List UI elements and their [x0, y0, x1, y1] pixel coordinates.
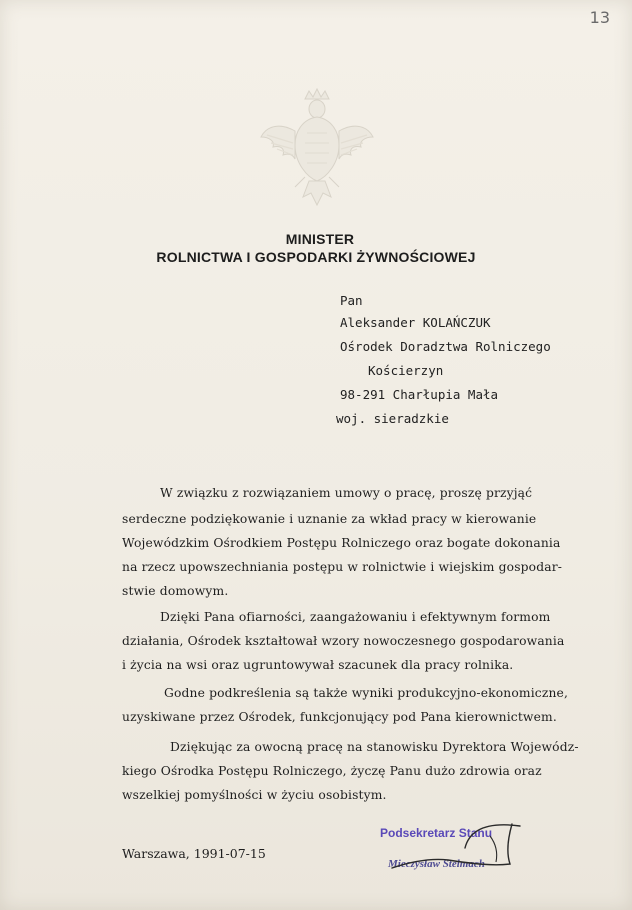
body-line: i życia na wsi oraz ugruntowywał szacunek dla pracy rolnika.	[122, 658, 514, 672]
body-line: Wojewódzkim Ośrodkiem Postępu Rolniczego oraz bogate dokonania	[122, 536, 561, 550]
stamp-title: Podsekretarz Stanu	[380, 826, 493, 840]
body-line: serdeczne podziękowanie i uznanie za wkład pracy w kierowanie	[122, 512, 537, 526]
page-number: 13	[589, 8, 610, 27]
addressee-postal: 98-291 Charłupia Mała	[340, 387, 499, 402]
white-eagle-emblem-icon	[255, 85, 375, 215]
place-and-date: Warszawa, 1991-07-15	[122, 846, 266, 861]
ministry-title-line2: ROLNICTWA I GOSPODARKI ŻYWNOŚCIOWEJ	[156, 249, 476, 265]
body-line: kiego Ośrodka Postępu Rolniczego, życzę Panu dużo zdrowia oraz	[122, 764, 542, 778]
addressee-salutation: Pan	[340, 293, 363, 308]
body-line: Dziękując za owocną pracę na stanowisku Dyrektora Wojewódz-	[170, 740, 579, 754]
body-line: na rzecz upowszechniania postępu w rolnictwie i wiejskim gospodar-	[122, 560, 563, 574]
addressee-region: woj. sieradzkie	[336, 411, 449, 426]
stamp-name: Mieczysław Stelmach	[388, 858, 485, 870]
addressee-institution: Ośrodek Doradztwa Rolniczego	[340, 339, 551, 354]
body-line: stwie domowym.	[122, 584, 229, 598]
handwritten-signature	[370, 818, 540, 878]
addressee-name: Aleksander KOLAŃCZUK	[340, 315, 491, 330]
body-line: uzyskiwane przez Ośrodek, funkcjonujący pod Pana kierownictwem.	[122, 710, 557, 724]
addressee-locality: Kościerzyn	[368, 363, 444, 378]
body-line: W związku z rozwiązaniem umowy o pracę, proszę przyjąć	[160, 486, 533, 500]
body-line: działania, Ośrodek kształtował wzory nowoczesnego gospodarowania	[122, 634, 565, 648]
body-line: Godne podkreślenia są także wyniki produkcyjno-ekonomiczne,	[164, 686, 569, 700]
ministry-title-line1: MINISTER	[285, 231, 355, 247]
body-line: Dzięki Pana ofiarności, zaangażowaniu i efektywnym formom	[160, 610, 551, 624]
body-line: wszelkiej pomyślności w życiu osobistym.	[122, 788, 387, 802]
